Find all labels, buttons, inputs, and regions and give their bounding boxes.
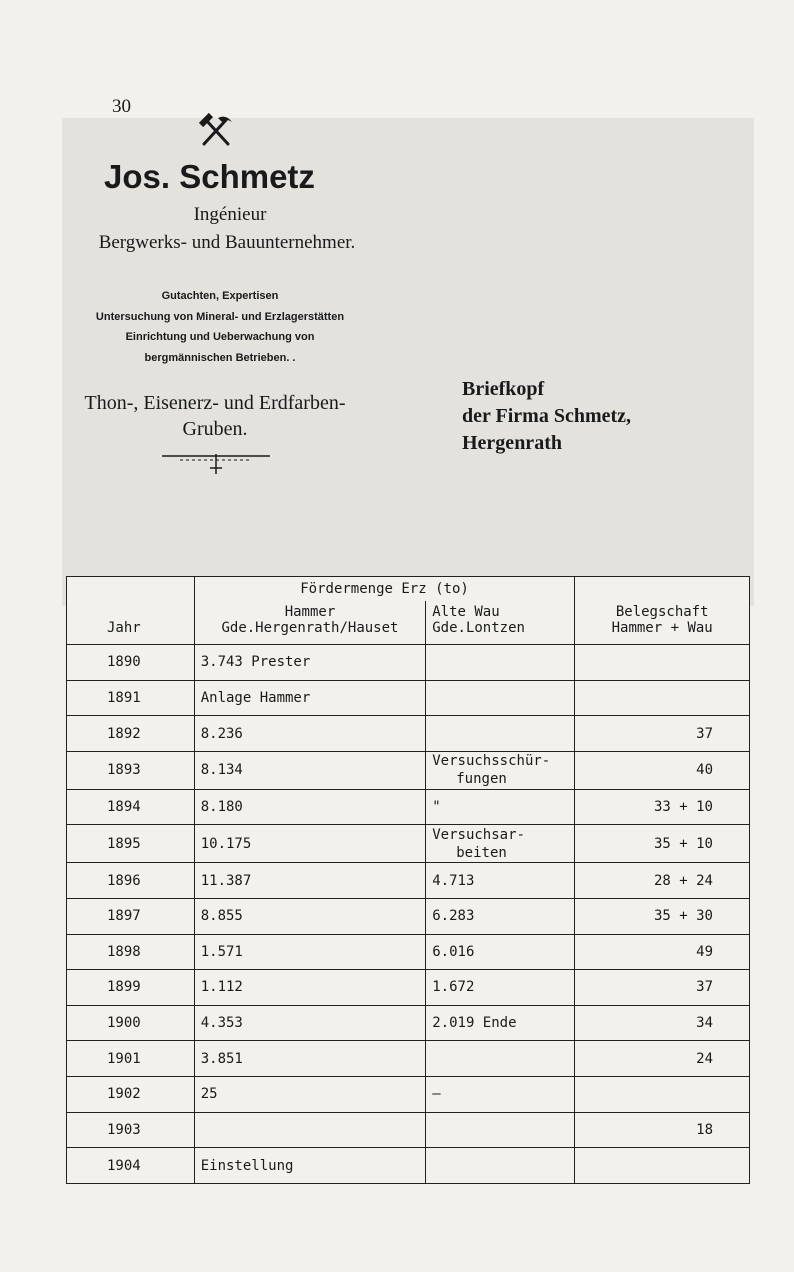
service-item: bergmännischen Betrieben. .: [144, 351, 296, 364]
header-year: Jahr: [67, 601, 195, 645]
cell-hammer: 25: [194, 1077, 426, 1113]
header-hammer-line1: Hammer: [284, 604, 336, 620]
cell-wau-line: –: [432, 1086, 441, 1103]
table-row: [67, 898, 750, 934]
cell-year: 1892: [67, 716, 195, 752]
cell-wau: [426, 751, 575, 789]
cell-year: 1901: [67, 1041, 195, 1077]
cell-wau: [426, 863, 575, 899]
mines-line-2: Gruben.: [182, 418, 248, 440]
cell-hammer: Einstellung: [194, 1148, 426, 1184]
cell-hammer: 1.571: [194, 934, 426, 970]
cell-wau-line: beiten: [456, 844, 507, 861]
cell-wau-line: ": [432, 799, 441, 816]
cell-wau-line: 4.713: [432, 872, 475, 889]
table-body: [67, 645, 750, 1184]
header-hammer: [194, 601, 426, 645]
table-row: [67, 680, 750, 716]
cell-staff: [575, 645, 750, 681]
header-year-spacer: [67, 577, 195, 601]
cell-wau-line: 6.016: [432, 943, 475, 960]
cell-staff: 33 + 10: [575, 789, 750, 825]
ornament-divider-icon: [160, 448, 272, 476]
cell-year: 1900: [67, 1005, 195, 1041]
header-wau-line1: Alte Wau: [432, 604, 500, 620]
table-row: [67, 1148, 750, 1184]
table-row: [67, 789, 750, 825]
header-hammer-line2: Gde.Hergenrath/Hauset: [221, 620, 399, 636]
cell-staff: [575, 680, 750, 716]
cell-hammer: 10.175: [194, 825, 426, 863]
cell-year: 1890: [67, 645, 195, 681]
cell-year: 1902: [67, 1077, 195, 1113]
company-name: Jos. Schmetz: [104, 158, 315, 195]
cell-staff: 37: [575, 716, 750, 752]
cell-hammer: 11.387: [194, 863, 426, 899]
header-ore-output: Fördermenge Erz (to): [194, 577, 575, 601]
cell-wau: [426, 1148, 575, 1184]
table-row: [67, 1041, 750, 1077]
service-item: Gutachten, Expertisen: [161, 290, 279, 302]
table-row: [67, 825, 750, 863]
cell-wau: [426, 970, 575, 1006]
table-row: [67, 716, 750, 752]
cell-staff: 35 + 10: [575, 825, 750, 863]
cell-wau: [426, 1112, 575, 1148]
cell-wau: [426, 1077, 575, 1113]
cell-wau: [426, 645, 575, 681]
cell-staff: 28 + 24: [575, 863, 750, 899]
header-staff-spacer: [575, 577, 750, 601]
company-subtitle: Bergwerks- und Bauunternehmer.: [98, 232, 356, 253]
mines-line: [50, 390, 380, 442]
cell-hammer: [194, 1112, 426, 1148]
cell-staff: 37: [575, 970, 750, 1006]
cell-wau: [426, 825, 575, 863]
header-staff-line2: Hammer + Wau: [611, 620, 713, 636]
cell-staff: 40: [575, 751, 750, 789]
header-staff: [575, 601, 750, 645]
cell-year: 1903: [67, 1112, 195, 1148]
cell-wau-line: Versuchsschür-: [432, 753, 551, 770]
cell-staff: 35 + 30: [575, 898, 750, 934]
cell-wau: [426, 898, 575, 934]
cell-wau: [426, 680, 575, 716]
cell-hammer: Anlage Hammer: [194, 680, 426, 716]
caption-line-2: der Firma Schmetz,: [462, 405, 632, 427]
cell-staff: 18: [575, 1112, 750, 1148]
header-staff-line1: Belegschaft: [615, 604, 709, 620]
cell-wau-line: Versuchsar-: [432, 826, 525, 843]
page-number: 30: [112, 96, 131, 117]
cell-wau: [426, 934, 575, 970]
table-row: [67, 1112, 750, 1148]
table-row: [67, 863, 750, 899]
image-caption: [462, 376, 692, 457]
cell-staff: [575, 1148, 750, 1184]
hammer-and-pick-icon: [198, 112, 234, 148]
cell-year: 1898: [67, 934, 195, 970]
mines-line-1: Thon-, Eisenerz- und Erdfarben-: [84, 392, 346, 414]
service-item: Untersuchung von Mineral- und Erzlagerstätten: [95, 310, 345, 323]
cell-staff: [575, 1077, 750, 1113]
cell-wau-line: fungen: [456, 771, 507, 788]
service-item: Einrichtung und Ueberwachung von: [125, 331, 315, 343]
cell-staff: 34: [575, 1005, 750, 1041]
cell-year: 1897: [67, 898, 195, 934]
table-row: [67, 645, 750, 681]
cell-wau-line: 2.019 Ende: [432, 1015, 517, 1032]
header-wau-line2: Gde.Lontzen: [432, 620, 525, 636]
cell-year: 1891: [67, 680, 195, 716]
services-list: [50, 286, 390, 368]
cell-staff: 24: [575, 1041, 750, 1077]
table-row: [67, 970, 750, 1006]
cell-wau: [426, 789, 575, 825]
header-wau: [426, 601, 575, 645]
cell-wau-line: 6.283: [432, 908, 475, 925]
company-title: Ingénieur: [193, 204, 267, 225]
cell-year: 1893: [67, 751, 195, 789]
cell-hammer: 8.236: [194, 716, 426, 752]
table-row: [67, 1077, 750, 1113]
cell-hammer: 3.851: [194, 1041, 426, 1077]
cell-hammer: 1.112: [194, 970, 426, 1006]
cell-year: 1895: [67, 825, 195, 863]
cell-wau-line: 1.672: [432, 979, 475, 996]
cell-hammer: 3.743 Prester: [194, 645, 426, 681]
cell-hammer: 8.855: [194, 898, 426, 934]
ore-production-table: [66, 576, 750, 1184]
cell-wau: [426, 1041, 575, 1077]
cell-wau: [426, 1005, 575, 1041]
cell-year: 1896: [67, 863, 195, 899]
cell-hammer: 8.134: [194, 751, 426, 789]
cell-hammer: 8.180: [194, 789, 426, 825]
table-row: [67, 1005, 750, 1041]
caption-line-1: Briefkopf: [462, 378, 545, 400]
cell-hammer: 4.353: [194, 1005, 426, 1041]
cell-year: 1894: [67, 789, 195, 825]
cell-year: 1904: [67, 1148, 195, 1184]
table-row: [67, 934, 750, 970]
table-row: [67, 751, 750, 789]
cell-staff: 49: [575, 934, 750, 970]
cell-wau: [426, 716, 575, 752]
cell-year: 1899: [67, 970, 195, 1006]
caption-line-3: Hergenrath: [462, 432, 562, 454]
